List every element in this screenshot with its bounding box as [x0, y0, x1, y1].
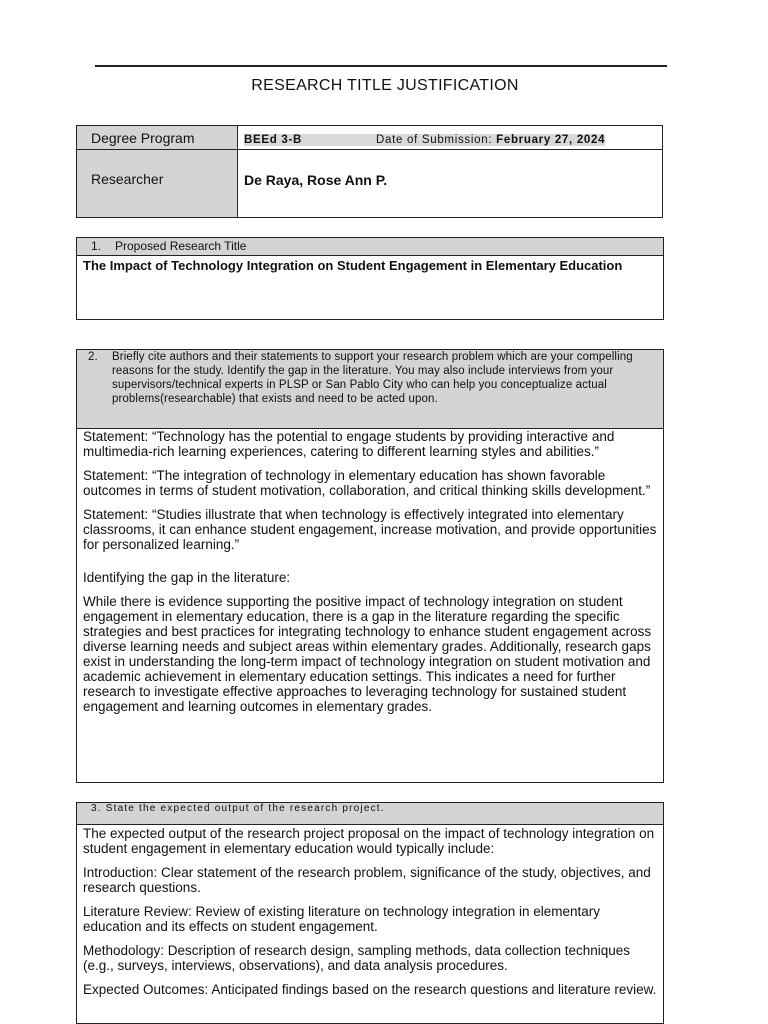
date-label: Date of Submission:: [376, 133, 493, 146]
section1-header-text: Proposed Research Title: [115, 239, 247, 253]
statement-1: Statement: “Technology has the potential to engage students by providing interactive and multimedia-rich learning experiences, catering to different learning styles and abilities.”: [83, 429, 615, 459]
section2-header: [77, 350, 663, 429]
researcher-value: De Raya, Rose Ann P.: [238, 150, 663, 218]
top-rule: [95, 65, 667, 67]
expected-output-item: Expected Outcomes: Anticipated findings based on the research questions and literature review.: [83, 982, 657, 997]
section3-header: 3. State the expected output of the research project.: [77, 803, 663, 825]
researcher-label: Researcher: [77, 150, 238, 218]
degree-program-value: BEEd 3-B: [244, 133, 302, 146]
section2-number: 2.: [88, 351, 98, 363]
gap-heading: Identifying the gap in the literature:: [83, 570, 291, 585]
statement-2: Statement: “The integration of technology in elementary education has shown favorable outcomes in terms of student motivation, collaboration, and critical thinking skills development.”: [83, 468, 651, 498]
degree-program-label: Degree Program: [77, 126, 238, 150]
expected-output-intro: The expected output of the research project proposal on the impact of technology integration on student engagement in elementary education would typically include:: [83, 826, 655, 856]
degree-date-highlight: [244, 134, 605, 146]
statement-3: Statement: “Studies illustrate that when technology is effectively integrated into elementary classrooms, it can enhance student engagement, increase motivation, and provide opportunities for personalized learning.”: [83, 507, 657, 552]
section2-body: [77, 429, 663, 714]
expected-output-item: Methodology: Description of research design, sampling methods, data collection techniques (e.g., surveys, interviews, observations), and data analysis procedures.: [83, 943, 631, 973]
section3-body: [77, 825, 663, 997]
info-table: [76, 125, 663, 218]
section-proposed-title: [76, 237, 664, 320]
gap-text: While there is evidence supporting the positive impact of technology integration on student engagement in elementary education, there is a gap in the literature regarding the specific strategies and best practices for integrating technology to enhance student engagement across diverse learning needs and subject areas within elementary grades. Additionally, research gaps exist in understanding the long-term impact of technology integration on student motivation and academic achievement in elementary education settings. This indicates a need for further research to investigate effective approaches to leveraging technology for sustained student engagement and learning outcomes in elementary grades.: [83, 594, 652, 714]
date-value: February 27, 2024: [496, 133, 606, 146]
section2-header-text: Briefly cite authors and their statements to support your research problem which are your compelling reasons for the study. Identify the gap in the literature. You may also include interviews from your supervisors/technical experts in PLSP or San Pablo City who can help you conceptualize actual problems(researchable) that exists and need to be acted upon.: [112, 351, 633, 405]
proposed-research-title: The Impact of Technology Integration on Student Engagement in Elementary Education: [83, 258, 623, 273]
expected-output-item: Literature Review: Review of existing literature on technology integration in elementary education and its effects on student engagement.: [83, 904, 601, 934]
section-expected-output: [76, 802, 664, 1024]
page-title: RESEARCH TITLE JUSTIFICATION: [251, 77, 519, 94]
section1-header: [77, 238, 663, 256]
expected-output-item: Introduction: Clear statement of the research problem, significance of the study, objectives, and research questions.: [83, 865, 651, 895]
section-literature: [76, 349, 664, 783]
degree-date-cell: [238, 126, 663, 150]
section1-number: 1.: [91, 239, 102, 253]
